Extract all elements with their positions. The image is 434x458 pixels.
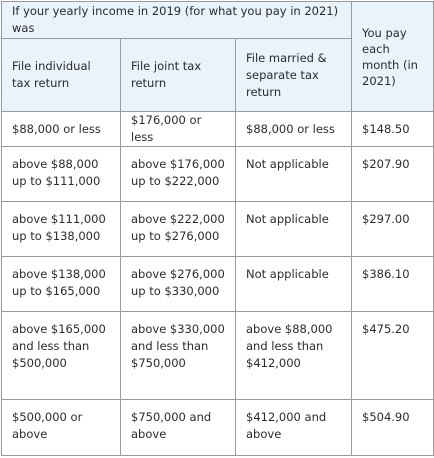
pay-cell: $207.90 [352,147,434,202]
table-row [2,147,434,202]
joint-cell: above $276,000 up to $330,000 [121,257,236,312]
table-row [2,112,434,147]
separate-cell: Not applicable [236,202,352,257]
separate-cell: Not applicable [236,257,352,312]
individual-cell: above $111,000 up to $138,000 [2,202,121,257]
separate-cell: above $88,000 and less than $412,000 [236,312,352,400]
joint-column-header: File joint tax return [121,39,236,112]
pay-cell: $504.90 [352,400,434,456]
pay-cell: $148.50 [352,112,434,147]
pay-cell: $386.10 [352,257,434,312]
premium-table [1,1,434,456]
joint-cell: $176,000 or less [121,112,236,147]
pay-cell: $475.20 [352,312,434,400]
separate-cell: $412,000 and above [236,400,352,456]
joint-cell: above $330,000 and less than $750,000 [121,312,236,400]
income-caption: If your yearly income in 2019 (for what you pay in 2021) was [2,2,352,39]
individual-cell: $500,000 or above [2,400,121,456]
individual-cell: above $165,000 and less than $500,000 [2,312,121,400]
individual-cell: above $88,000 up to $111,000 [2,147,121,202]
individual-column-header: File individual tax return [2,39,121,112]
joint-cell: above $176,000 up to $222,000 [121,147,236,202]
separate-cell: Not applicable [236,147,352,202]
table-row [2,312,434,400]
separate-cell: $88,000 or less [236,112,352,147]
joint-cell: $750,000 and above [121,400,236,456]
table-row [2,257,434,312]
separate-column-header: File married & separate tax return [236,39,352,112]
joint-cell: above $222,000 up to $276,000 [121,202,236,257]
header-row-income [2,2,434,39]
individual-cell: $88,000 or less [2,112,121,147]
pay-column-header: You pay each month (in 2021) [352,2,434,112]
table-row [2,202,434,257]
pay-cell: $297.00 [352,202,434,257]
individual-cell: above $138,000 up to $165,000 [2,257,121,312]
table-row [2,400,434,456]
